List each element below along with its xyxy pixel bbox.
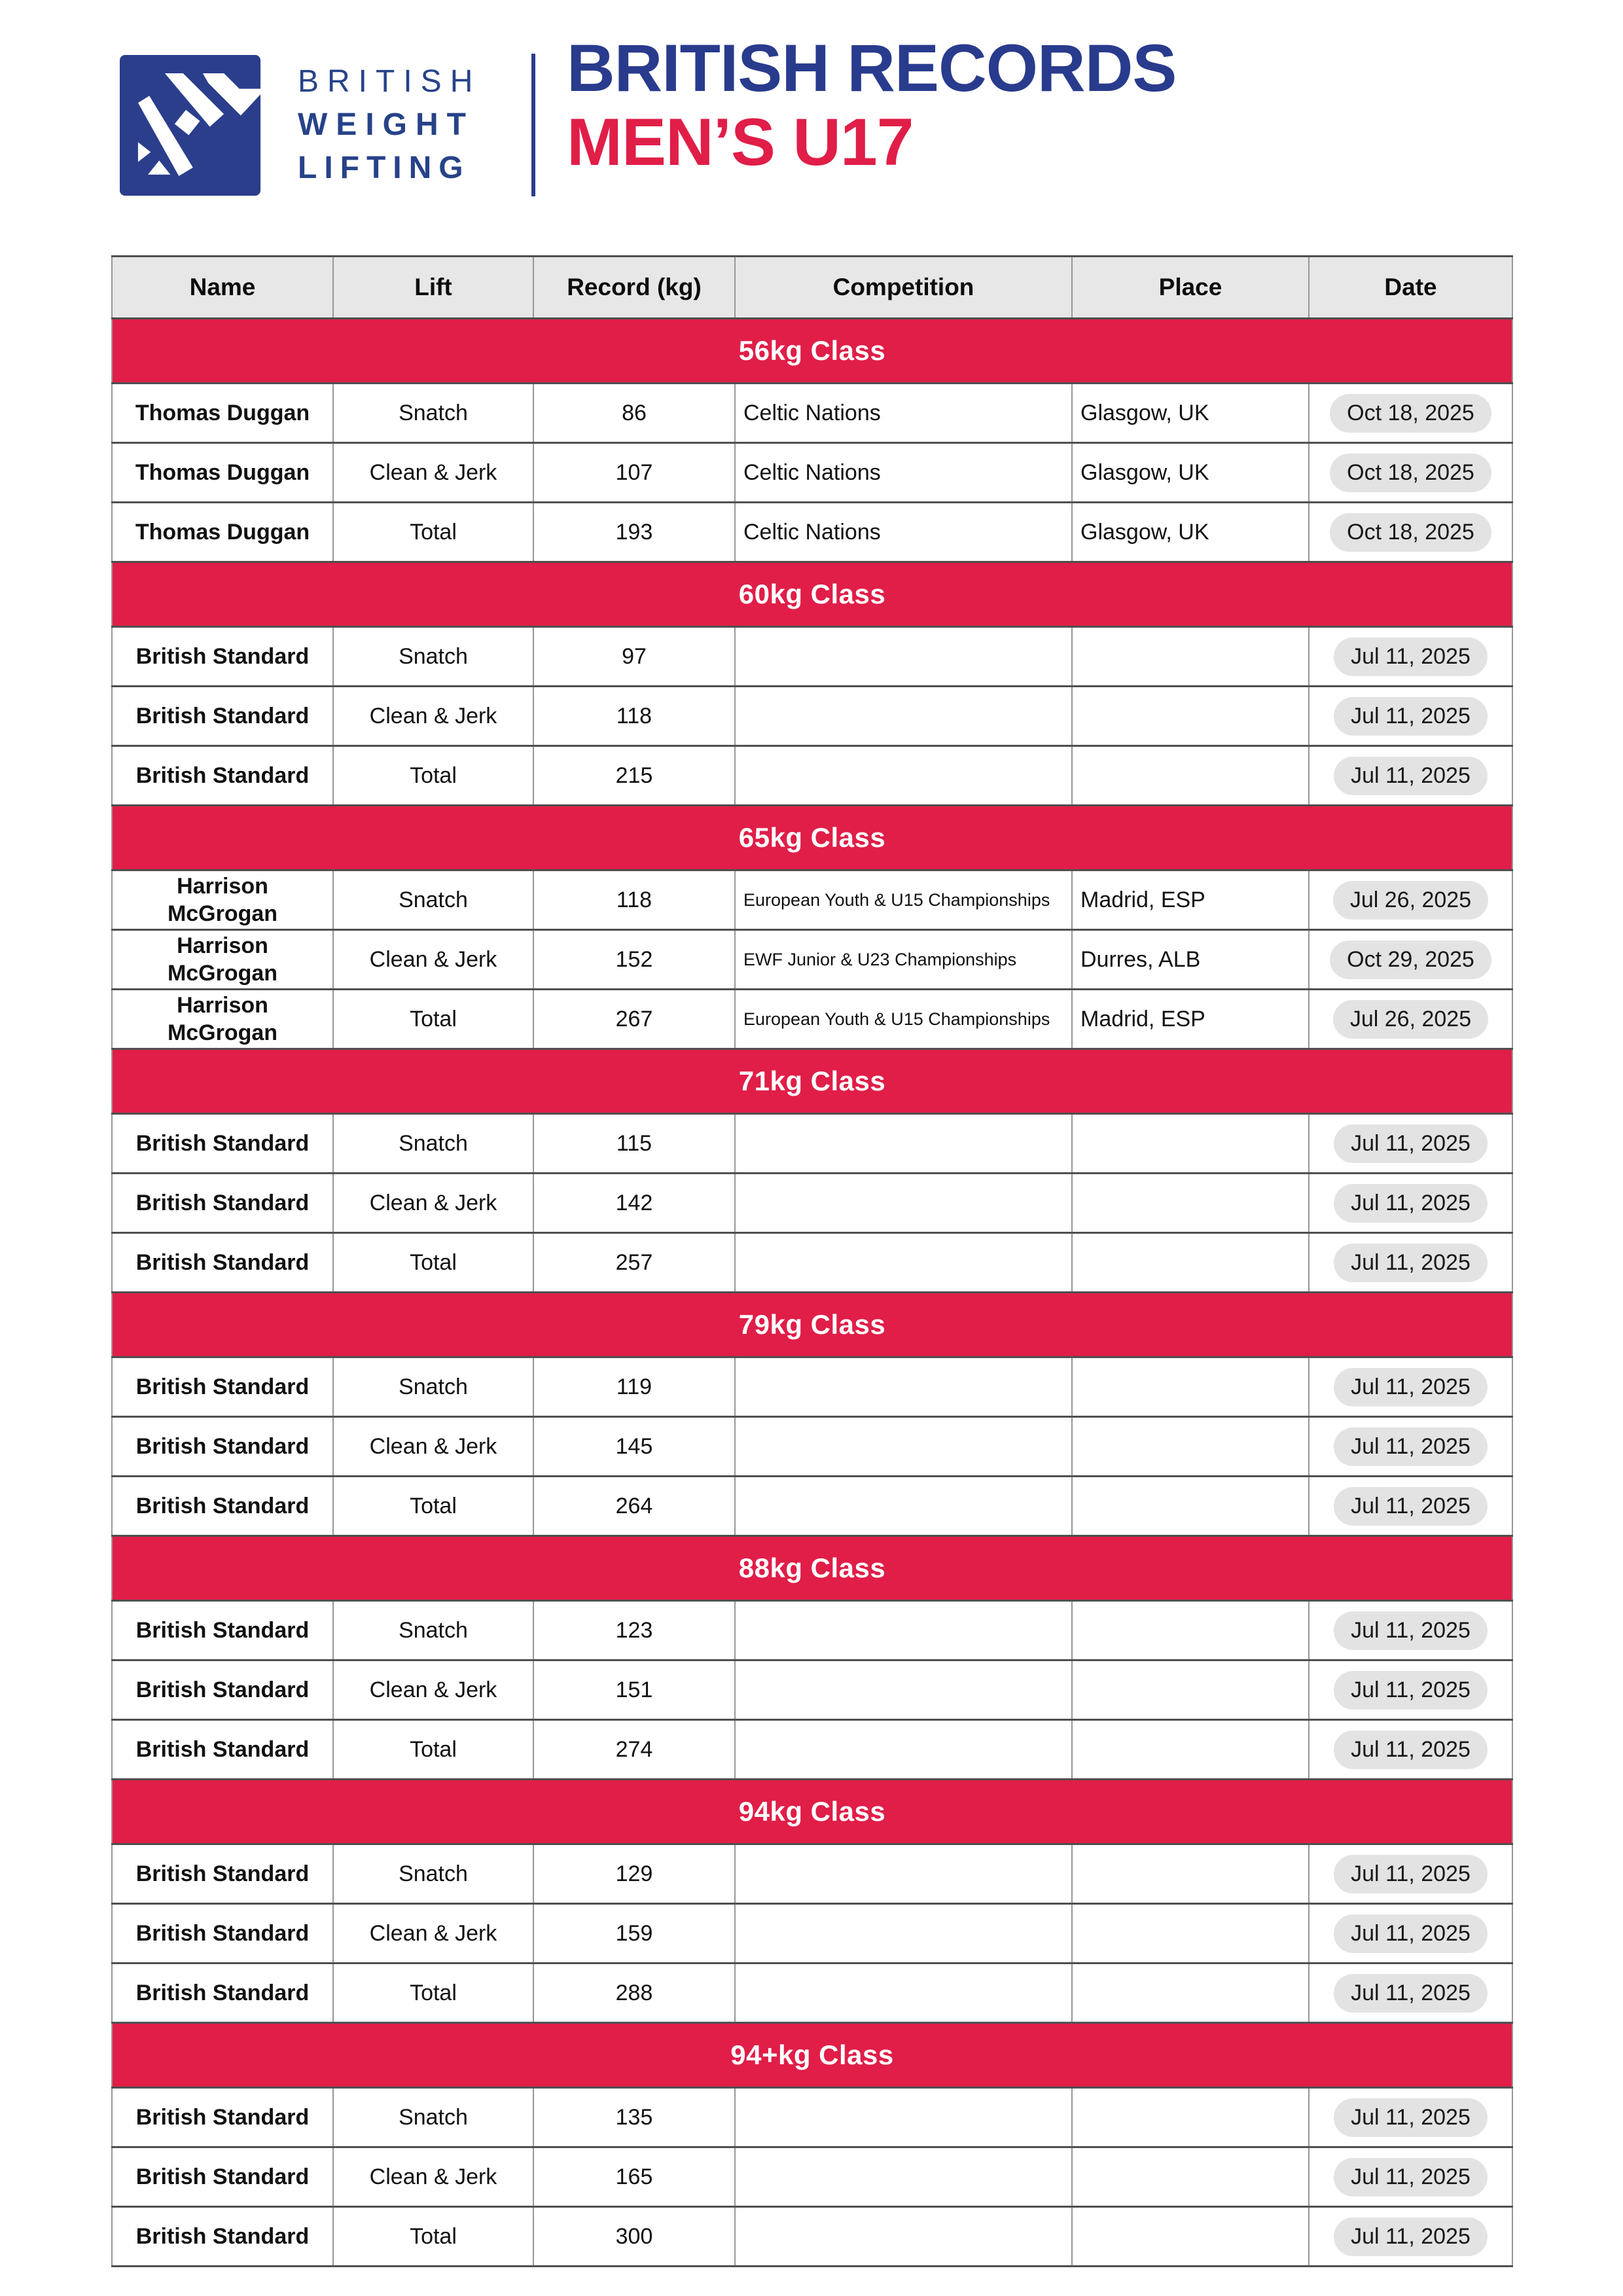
record-row [112,503,1512,562]
cell-date [1309,1357,1512,1417]
table-header-row [112,257,1512,319]
weight-class-label: 88kg Class [112,1536,1512,1601]
date-pill: Jul 11, 2025 [1334,637,1488,676]
cell-name: Thomas Duggan [112,503,333,562]
date-pill: Jul 11, 2025 [1334,1914,1488,1953]
cell-place [1072,2088,1309,2147]
cell-lift: Clean & Jerk [333,930,533,990]
date-pill: Jul 11, 2025 [1334,2217,1488,2256]
date-pill: Jul 11, 2025 [1334,1244,1488,1282]
cell-lift: Clean & Jerk [333,1174,533,1233]
cell-name: British Standard [112,1601,333,1660]
cell-competition [735,2147,1072,2207]
date-pill: Jul 11, 2025 [1334,1487,1488,1526]
cell-competition [735,1357,1072,1417]
cell-record: 288 [533,1964,735,2023]
cell-date [1309,990,1512,1049]
cell-competition: Celtic Nations [735,443,1072,503]
cell-lift: Clean & Jerk [333,1904,533,1964]
cell-place: Madrid, ESP [1072,870,1309,930]
weight-class-label: 65kg Class [112,806,1512,870]
cell-date [1309,930,1512,990]
cell-lift: Snatch [333,1357,533,1417]
date-pill: Jul 26, 2025 [1333,1000,1488,1039]
cell-name: Thomas Duggan [112,443,333,503]
records-table-body [112,319,1512,2267]
date-pill: Jul 11, 2025 [1334,1368,1488,1407]
cell-date [1309,1964,1512,2023]
cell-place [1072,1477,1309,1536]
cell-competition [735,1844,1072,1904]
cell-record: 274 [533,1720,735,1780]
weight-class-band-row [112,319,1512,384]
cell-date [1309,870,1512,930]
cell-record: 123 [533,1601,735,1660]
cell-record: 257 [533,1233,735,1293]
cell-competition [735,1660,1072,1720]
column-header-date: Date [1309,257,1512,319]
cell-lift: Total [333,746,533,806]
cell-place [1072,1417,1309,1477]
cell-name: British Standard [112,1660,333,1720]
date-pill: Jul 11, 2025 [1334,2158,1488,2197]
cell-name: British Standard [112,746,333,806]
cell-record: 142 [533,1174,735,1233]
cell-place: Glasgow, UK [1072,503,1309,562]
cell-place [1072,627,1309,687]
cell-name: British Standard [112,1477,333,1536]
cell-place [1072,1720,1309,1780]
record-row [112,1174,1512,1233]
record-row [112,1114,1512,1174]
record-row [112,1904,1512,1964]
column-header-competition: Competition [735,257,1072,319]
date-pill: Jul 11, 2025 [1334,1611,1488,1650]
weight-class-band-row [112,1780,1512,1844]
record-row [112,870,1512,930]
cell-record: 152 [533,930,735,990]
date-pill: Jul 11, 2025 [1334,2098,1488,2137]
cell-name: British Standard [112,2207,333,2267]
record-row [112,627,1512,687]
cell-date [1309,746,1512,806]
record-row [112,1964,1512,2023]
date-pill: Jul 11, 2025 [1334,1671,1488,1710]
cell-record: 151 [533,1660,735,1720]
date-pill: Jul 11, 2025 [1334,697,1488,736]
cell-competition [735,1601,1072,1660]
cell-competition [735,2088,1072,2147]
record-row [112,746,1512,806]
date-pill: Oct 18, 2025 [1330,454,1491,492]
cell-place [1072,746,1309,806]
record-row [112,1660,1512,1720]
cell-competition [735,1477,1072,1536]
cell-lift: Clean & Jerk [333,1417,533,1477]
cell-record: 129 [533,1844,735,1904]
cell-name: British Standard [112,2147,333,2207]
date-pill: Jul 11, 2025 [1334,1124,1488,1163]
record-row [112,687,1512,746]
cell-place [1072,1964,1309,2023]
page-titles [567,31,1176,179]
cell-name: British Standard [112,627,333,687]
record-row [112,1417,1512,1477]
cell-date [1309,1904,1512,1964]
cell-lift: Clean & Jerk [333,2147,533,2207]
cell-place: Glasgow, UK [1072,384,1309,443]
cell-date [1309,503,1512,562]
cell-place [1072,2147,1309,2207]
cell-date [1309,1477,1512,1536]
cell-place: Glasgow, UK [1072,443,1309,503]
cell-place [1072,2207,1309,2267]
cell-name: British Standard [112,1904,333,1964]
weight-class-label: 94kg Class [112,1780,1512,1844]
weight-class-band-row [112,806,1512,870]
date-pill: Jul 11, 2025 [1334,1731,1488,1769]
record-row [112,1357,1512,1417]
cell-record: 135 [533,2088,735,2147]
cell-name: British Standard [112,1357,333,1417]
cell-lift: Total [333,1233,533,1293]
cell-lift: Total [333,1964,533,2023]
cell-record: 119 [533,1357,735,1417]
cell-record: 264 [533,1477,735,1536]
cell-record: 193 [533,503,735,562]
record-row [112,2147,1512,2207]
cell-lift: Snatch [333,2088,533,2147]
cell-date [1309,1114,1512,1174]
page-title: BRITISH RECORDS [567,31,1177,105]
cell-name: British Standard [112,1114,333,1174]
cell-date [1309,384,1512,443]
bwl-wordmark [298,60,481,190]
record-row [112,2207,1512,2267]
cell-lift: Clean & Jerk [333,443,533,503]
cell-record: 267 [533,990,735,1049]
cell-competition [735,1114,1072,1174]
cell-place: Madrid, ESP [1072,990,1309,1049]
cell-place [1072,1114,1309,1174]
record-row [112,443,1512,503]
cell-date [1309,1174,1512,1233]
cell-name: British Standard [112,1844,333,1904]
header-divider [531,54,535,196]
cell-lift: Total [333,503,533,562]
cell-name: British Standard [112,1174,333,1233]
cell-record: 118 [533,870,735,930]
cell-competition [735,1174,1072,1233]
cell-place [1072,1233,1309,1293]
column-header-lift: Lift [333,257,533,319]
cell-record: 118 [533,687,735,746]
record-row [112,930,1512,990]
cell-date [1309,1660,1512,1720]
cell-competition: Celtic Nations [735,503,1072,562]
cell-place: Durres, ALB [1072,930,1309,990]
cell-record: 107 [533,443,735,503]
cell-competition [735,687,1072,746]
wordmark-line-british: BRITISH [298,64,482,99]
date-pill: Oct 18, 2025 [1330,394,1491,433]
cell-date [1309,1417,1512,1477]
cell-date [1309,687,1512,746]
cell-record: 97 [533,627,735,687]
cell-lift: Snatch [333,1844,533,1904]
cell-date [1309,1601,1512,1660]
cell-date [1309,2147,1512,2207]
cell-record: 159 [533,1904,735,1964]
cell-competition [735,1964,1072,2023]
cell-place [1072,687,1309,746]
cell-name: British Standard [112,687,333,746]
cell-record: 115 [533,1114,735,1174]
column-header-place: Place [1072,257,1309,319]
cell-date [1309,2088,1512,2147]
cell-lift: Snatch [333,384,533,443]
cell-name: British Standard [112,1964,333,2023]
date-pill: Jul 11, 2025 [1334,1855,1488,1893]
cell-record: 165 [533,2147,735,2207]
cell-place [1072,1174,1309,1233]
header [0,0,1623,255]
cell-name: British Standard [112,1417,333,1477]
cell-competition [735,746,1072,806]
cell-name: British Standard [112,1720,333,1780]
cell-competition [735,1720,1072,1780]
record-row [112,1720,1512,1780]
cell-lift: Clean & Jerk [333,1660,533,1720]
cell-lift: Snatch [333,1114,533,1174]
cell-competition: EWF Junior & U23 Championships [735,930,1072,990]
cell-lift: Snatch [333,870,533,930]
cell-record: 215 [533,746,735,806]
record-row [112,384,1512,443]
weight-class-band-row [112,1049,1512,1114]
cell-place [1072,1904,1309,1964]
date-pill: Jul 26, 2025 [1333,881,1488,920]
cell-date [1309,443,1512,503]
date-pill: Jul 11, 2025 [1334,1974,1488,2013]
record-row [112,1477,1512,1536]
cell-name: Harrison McGrogan [112,870,333,930]
cell-record: 145 [533,1417,735,1477]
cell-name: British Standard [112,2088,333,2147]
cell-lift: Total [333,2207,533,2267]
record-row [112,2088,1512,2147]
cell-competition [735,627,1072,687]
cell-lift: Snatch [333,627,533,687]
weight-class-band-row [112,1293,1512,1357]
bwl-logo-icon [120,55,260,196]
wordmark-line-lifting: LIFTING [298,151,471,185]
date-pill: Jul 11, 2025 [1334,1427,1488,1466]
cell-competition: European Youth & U15 Championships [735,990,1072,1049]
cell-name: Harrison McGrogan [112,990,333,1049]
cell-place [1072,1660,1309,1720]
weight-class-label: 60kg Class [112,562,1512,627]
cell-lift: Snatch [333,1601,533,1660]
record-row [112,1601,1512,1660]
cell-name: Harrison McGrogan [112,930,333,990]
weight-class-label: 79kg Class [112,1293,1512,1357]
cell-date [1309,2207,1512,2267]
cell-competition [735,2207,1072,2267]
weight-class-band-row [112,562,1512,627]
cell-competition: European Youth & U15 Championships [735,870,1072,930]
date-pill: Oct 29, 2025 [1330,941,1491,979]
date-pill: Oct 18, 2025 [1330,513,1491,552]
cell-date [1309,627,1512,687]
bwl-logo [120,55,260,196]
cell-competition [735,1417,1072,1477]
cell-date [1309,1233,1512,1293]
cell-name: British Standard [112,1233,333,1293]
page-subtitle: MEN’S U17 [567,105,914,179]
wordmark-line-weight: WEIGHT [298,107,474,142]
weight-class-label: 56kg Class [112,319,1512,384]
cell-record: 300 [533,2207,735,2267]
cell-lift: Total [333,1477,533,1536]
cell-place [1072,1601,1309,1660]
cell-date [1309,1720,1512,1780]
column-header-name: Name [112,257,333,319]
records-table [111,255,1513,2267]
cell-lift: Clean & Jerk [333,687,533,746]
cell-place [1072,1844,1309,1904]
date-pill: Jul 11, 2025 [1334,757,1488,795]
weight-class-label: 71kg Class [112,1049,1512,1114]
cell-lift: Total [333,1720,533,1780]
weight-class-band-row [112,2023,1512,2088]
cell-record: 86 [533,384,735,443]
weight-class-band-row [112,1536,1512,1601]
cell-lift: Total [333,990,533,1049]
cell-place [1072,1357,1309,1417]
cell-competition: Celtic Nations [735,384,1072,443]
cell-competition [735,1904,1072,1964]
cell-name: Thomas Duggan [112,384,333,443]
record-row [112,1844,1512,1904]
record-row [112,990,1512,1049]
date-pill: Jul 11, 2025 [1334,1184,1488,1223]
column-header-record: Record (kg) [533,257,735,319]
record-row [112,1233,1512,1293]
cell-competition [735,1233,1072,1293]
cell-date [1309,1844,1512,1904]
weight-class-label: 94+kg Class [112,2023,1512,2088]
